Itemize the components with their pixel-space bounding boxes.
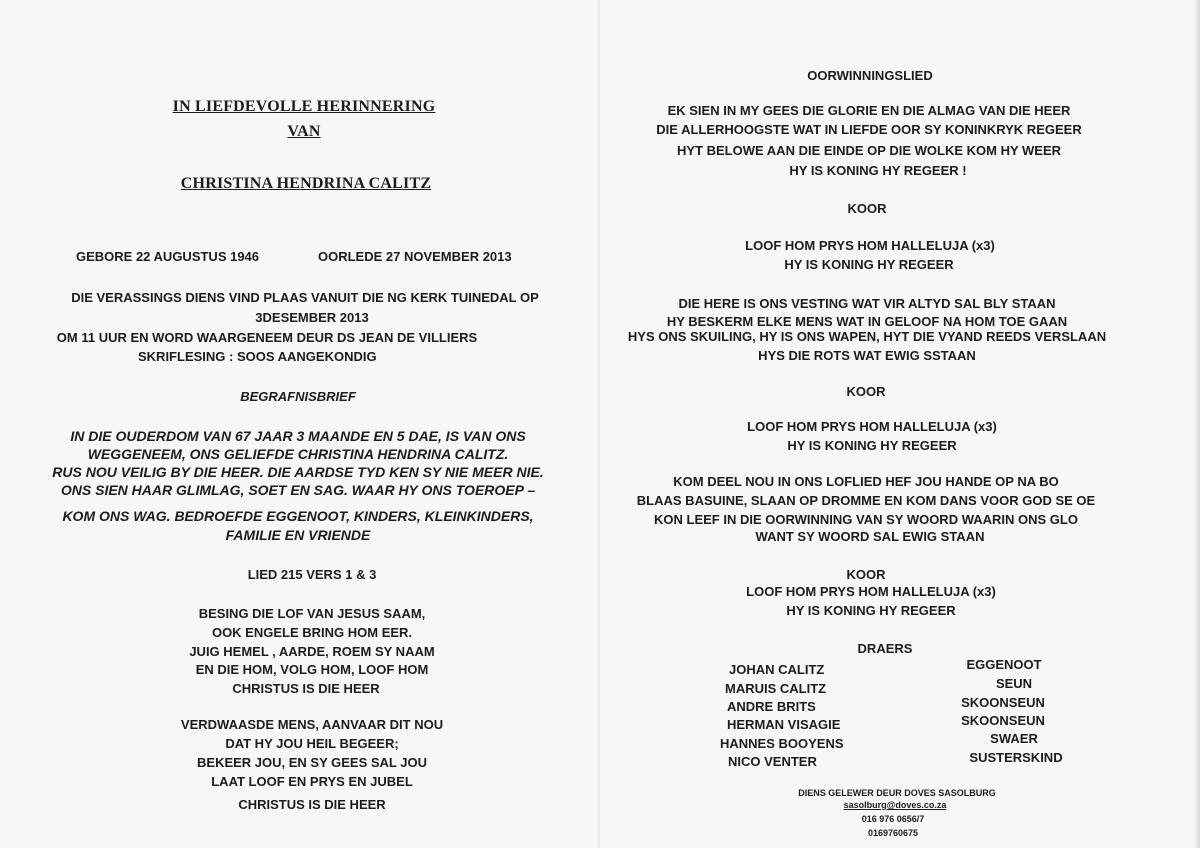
right-page: [600, 0, 1200, 848]
bearer-name: NICO VENTER: [728, 754, 817, 769]
obituary-line: IN DIE OUDERDOM VAN 67 JAAR 3 MAANDE EN 5 DAE, IS VAN ONS: [70, 428, 526, 444]
hymn-verse-line: DAT HY JOU HEIL BEGEER;: [225, 736, 399, 751]
hymn-verse-line: CHRISTUS IS DIE HEER: [232, 681, 380, 696]
bearer-name: HANNES BOOYENS: [720, 736, 844, 751]
bearer-relation: SEUN: [995, 676, 1033, 691]
chorus-line: HY IS KONING HY REGEER: [786, 603, 956, 618]
bearer-relation: SKOONSEUN: [961, 695, 1045, 710]
service-line: OM 11 UUR EN WORD WAARGENEEM DEUR DS JEAN DE VILLIERS: [56, 330, 478, 345]
funeral-home-phone: 0169760675: [867, 828, 919, 838]
death-date: OORLEDE 27 NOVEMBER 2013: [318, 249, 512, 264]
bearer-relation: SKOONSEUN: [961, 713, 1045, 728]
song-line: DIE HERE IS ONS VESTING WAT VIR ALTYD SAL BLY STAAN: [678, 296, 1056, 311]
funeral-home-email: sasolburg@doves.co.za: [843, 800, 947, 810]
bearer-relation: EGGENOOT: [966, 657, 1042, 672]
scripture-reading: SKRIFLESING : SOOS AANGEKONDIG: [138, 349, 377, 364]
hymn-verse-line: EN DIE HOM, VOLG HOM, LOOF HOM: [195, 662, 429, 677]
bearer-relation: SWAER: [990, 731, 1038, 746]
chorus-line: HY IS KONING HY REGEER: [784, 257, 954, 272]
hymn-verse-line: CHRISTUS IS DIE HEER: [238, 797, 386, 812]
deceased-name: CHRISTINA HENDRINA CALITZ: [180, 175, 432, 192]
bearer-name: HERMAN VISAGIE: [727, 717, 841, 732]
bearer-relation: SUSTERSKIND: [969, 750, 1063, 765]
obituary-line: FAMILIE EN VRIENDE: [225, 527, 371, 543]
chorus-line: LOOF HOM PRYS HOM HALLELUJA (x3): [747, 419, 997, 434]
hymn-verse-line: VERDWAASDE MENS, AANVAAR DIT NOU: [180, 717, 444, 732]
obituary-line: ONS SIEN HAAR GLIMLAG, SOET EN SAG. WAAR HY ONS TOEROEP –: [60, 482, 536, 498]
chorus-label: KOOR: [847, 201, 887, 216]
song-line: KON LEEF IN DIE OORWINNING VAN SY WOORD WAARIN ONS GLO: [654, 512, 1078, 527]
hymn-verse-line: LAAT LOOF EN PRYS EN JUBEL: [211, 774, 413, 789]
chorus-line: HY IS KONING HY REGEER: [787, 438, 957, 453]
funeral-home-line: DIENS GELEWER DEUR DOVES SASOLBURG: [798, 788, 996, 798]
song-line: BLAAS BASUINE, SLAAN OP DROMME EN KOM DANS VOOR GOD SE OE: [636, 493, 1096, 508]
song-line: HY BESKERM ELKE MENS WAT IN GELOOF NA HOM TOE GAAN: [666, 314, 1068, 329]
song-line: WANT SY WOORD SAL EWIG STAAN: [755, 529, 985, 544]
song-title: OORWINNINGSLIED: [807, 68, 933, 83]
bearers-heading: DRAERS: [857, 641, 913, 656]
obituary-line: RUS NOU VEILIG BY DIE HEER. DIE AARDSE TYD KEN SY NIE MEER NIE.: [52, 464, 544, 480]
song-line: HYS ONS SKUILING, HY IS ONS WAPEN, HYT DIE VYAND REEDS VERSLAAN: [627, 329, 1107, 344]
hymn-verse-line: BESING DIE LOF VAN JESUS SAAM,: [198, 606, 426, 621]
obituary-line: KOM ONS WAG. BEDROEFDE EGGENOOT, KINDERS, KLEINKINDERS,: [62, 508, 534, 524]
obituary-heading: BEGRAFNISBRIEF: [240, 389, 356, 404]
song-line: KOM DEEL NOU IN ONS LOFLIED HEF JOU HANDE OP NA BO: [673, 474, 1059, 489]
chorus-line: LOOF HOM PRYS HOM HALLELUJA (x3): [746, 584, 996, 599]
service-line: DIE VERASSINGS DIENS VIND PLAAS VANUIT DIE NG KERK TUINEDAL OP: [71, 290, 539, 305]
hymn-verse-line: JUIG HEMEL , AARDE, ROEM SY NAAM: [189, 644, 435, 659]
funeral-home-phone: 016 976 0656/7: [861, 814, 925, 824]
hymn-heading: LIED 215 VERS 1 & 3: [247, 567, 377, 582]
obituary-line: WEGGENEEM, ONS GELIEFDE CHRISTINA HENDRINA CALITZ.: [87, 446, 509, 462]
song-line: EK SIEN IN MY GEES DIE GLORIE EN DIE ALMAG VAN DIE HEER: [667, 103, 1071, 118]
memorial-title: IN LIEFDEVOLLE HERINNERING: [172, 98, 436, 115]
bearer-name: JOHAN CALITZ: [729, 662, 825, 677]
hymn-verse-line: OOK ENGELE BRING HOM EER.: [211, 625, 413, 640]
song-line: HYT BELOWE AAN DIE EINDE OP DIE WOLKE KOM HY WEER: [676, 143, 1062, 158]
bearer-name: ANDRE BRITS: [727, 699, 816, 714]
hymn-verse-line: BEKEER JOU, EN SY GEES SAL JOU: [197, 755, 427, 770]
song-line: DIE ALLERHOOGSTE WAT IN LIEFDE OOR SY KONINKRYK REGEER: [656, 122, 1082, 137]
service-line: 3DESEMBER 2013: [255, 310, 369, 325]
bearer-name: MARUIS CALITZ: [725, 681, 827, 696]
scan-edge: [1194, 0, 1200, 848]
song-line: HY IS KONING HY REGEER !: [789, 163, 967, 178]
birth-date: GEBORE 22 AUGUSTUS 1946: [76, 249, 260, 264]
memorial-title-van: VAN: [287, 123, 321, 140]
chorus-label: KOOR: [846, 567, 886, 582]
song-line: HYS DIE ROTS WAT EWIG SSTAAN: [758, 348, 976, 363]
chorus-label: KOOR: [846, 384, 886, 399]
chorus-line: LOOF HOM PRYS HOM HALLELUJA (x3): [745, 238, 995, 253]
